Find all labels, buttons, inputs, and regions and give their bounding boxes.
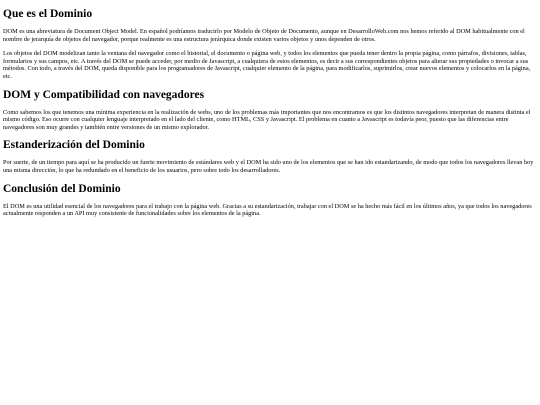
section-que-es-el-dominio	[3, 7, 537, 81]
section-heading: Estanderización del Dominio	[3, 139, 145, 152]
section-heading: DOM y Compatibilidad con navegadores	[3, 88, 205, 101]
section-paragraph: Como sabemos los que tenemos una mínima experiencia en la realización de webs, uno de los problemas más importantes que nos encontramos es que los distintos navegadores interpretan de manera distinta el mismo código. Eso ocurre con cualquier lenguaje interpretado en el lado del cliente, como HTML, CSS y Javascript. El problema en cuanto a Javascript es todavía peor, puesto que las diferencias entre navegadores son muy grandes y también entre versiones de un mismo explorador.	[3, 108, 531, 131]
section-heading: Conclusión del Dominio	[3, 182, 121, 195]
section-paragraph: El DOM es una utilidad esencial de los navegadores para el trabajo con la página web. Gracias a su estandarización, trabajar con el DOM se ha hecho más fácil en los últimos años, ya que todos los navegadores actualmente responden a un API muy consistente de funcionalidades sobre los elementos de la página.	[3, 202, 532, 218]
section-estanderizacion	[3, 138, 537, 174]
section-heading: Que es el Dominio	[3, 8, 93, 20]
section-paragraph: Por suerte, de un tiempo para aquí se ha producido un fuerte movimiento de estándares web y el DOM ha sido uno de los elementos que se han ido estandarizando, de modo que todos los navegadores llevan hoy una misma dirección, lo que ha redundado en el beneficio de los usuarios, pero sobre todo los desarrolladores.	[3, 159, 534, 174]
section-paragraph: DOM es una abreviatura de Document Object Model. En español podríamos traducirlo por Modelo de Objeto de Documento, aunque en DesarrolloWeb.com nos hemos referido al DOM habitualmente con el nombre de jerarquía de objetos del navegador, porque realmente es una estructura jerárquica donde existen varios objetos y unos dependen de otros.	[3, 28, 525, 43]
section-paragraph: Los objetos del DOM modelizan tanto la ventana del navegador como el historial, el documento o página web, y todos los elementos que pueda tener dentro la propia página, como párrafos, divisiones, tablas, formularios y sus campos, etc. A través del DOM se puede acceder, por medio de Javascript, a cualquiera de estos elementos, es decir a sus correspondientes objetos para alterar sus propiedades o invocar a sus métodos. Con todo, a través del DOM, queda disponible para los programadores de Javascript, cualquier elemento de la página, para modificarlos, suprimirlos, crear nuevos elementos y colocarlos en la página, etc.	[3, 50, 531, 80]
section-dom-compatibilidad	[3, 88, 537, 132]
section-conclusion	[3, 182, 537, 218]
